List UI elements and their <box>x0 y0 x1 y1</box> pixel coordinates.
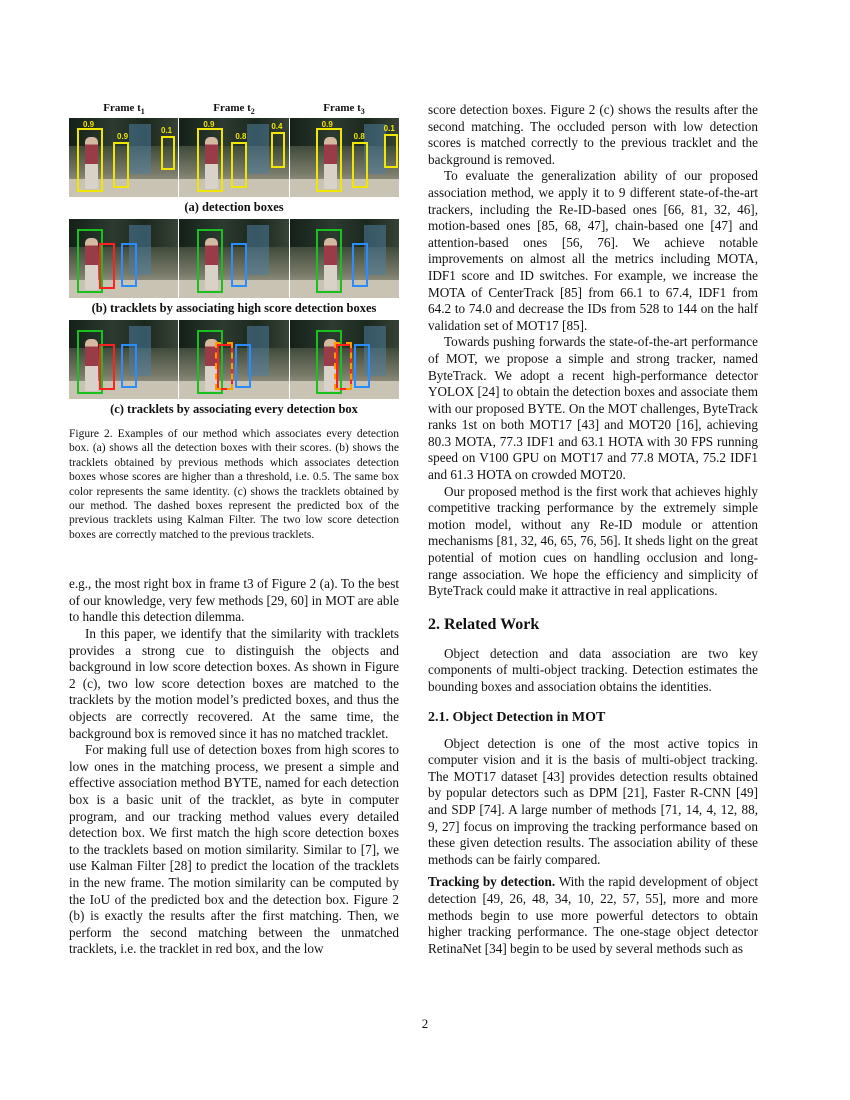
frame-label-t3: Frame $t_3$ <box>323 102 365 117</box>
paragraph-lead-tracking-by-detection: Tracking by detection. <box>428 874 556 890</box>
right-paragraph-1: score detection boxes. Figure 2 (c) shows the results after the second matching. The occluded person with low detection scores is matched correctly to the previous tracklet and the background is removed. <box>428 102 758 167</box>
score-label: 0.9 <box>83 120 95 129</box>
frame-a1-image <box>69 118 178 197</box>
right-paragraph-7-text: With the rapid development of object detection [49, 26, 48, 34, 10, 22, 57, 55], more and more methods begin to use more powerful detectors to obtain higher tracking performance. The one-stage object detector RetinaNet [34] begin to be used by several methods such as <box>428 874 759 956</box>
frame-a2-image <box>179 118 288 197</box>
right-paragraph-4: Our proposed method is the first work that achieves highly competitive tracking performance by the extremely simple motion model, without any Re-ID module or attention mechanisms [81, 32, 46, 65, 76, 56]. It sheds light on the great potential of motion cues on handling occlusion and long-range association. We hope the efficiency and simplicity of ByteTrack could make it attractive in real applications. <box>428 483 758 599</box>
page-number: 2 <box>421 1016 429 1031</box>
score-label: 0.9 <box>321 120 333 129</box>
subsection-heading-object-detection: 2.1. Object Detection in MOT <box>428 709 606 725</box>
frame-c2-image <box>179 320 288 399</box>
frame-label-t2: Frame $t_2$ <box>213 102 255 117</box>
row-tracklets-high-score <box>69 219 399 298</box>
frame-a3-image <box>290 118 399 197</box>
score-label: 0.9 <box>117 132 129 141</box>
frame-c3-image <box>290 320 399 399</box>
score-label: 0.4 <box>271 122 283 131</box>
subcaption-a: (a) detection boxes <box>184 200 284 214</box>
score-label: 0.1 <box>161 126 173 135</box>
section-heading-related-work: 2. Related Work <box>428 615 540 633</box>
left-column <box>69 102 399 958</box>
right-paragraph-6: Object detection is one of the most active topics in computer vision and it is the basis of multi-object tracking. The MOT17 dataset [43] provides detection results obtained by popular detectors such as DPM [21], Faster R-CNN [49] and SDP [74]. A large number of methods [71, 14, 4, 12, 88, 9, 27] focus on improving the tracking performance based on these given detection results. The association ability of these methods can be fairly compared. <box>428 735 758 867</box>
figure-2 <box>69 102 399 542</box>
score-label: 0.9 <box>203 120 215 129</box>
frame-c1-image <box>69 320 178 399</box>
subcaption-c: (c) tracklets by associating every detection box <box>110 402 358 416</box>
right-paragraph-5: Object detection and data association are two key components of multi-object tracking. Detection estimates the bounding boxes and association obtains the identities. <box>428 645 758 694</box>
row-tracklets-every-box <box>69 320 399 399</box>
right-column <box>428 102 758 957</box>
frame-b3-image <box>290 219 399 298</box>
frame-b2-image <box>179 219 288 298</box>
score-label: 0.8 <box>235 132 247 141</box>
score-label: 0.1 <box>383 124 395 133</box>
subcaption-b: (b) tracklets by associating high score detection boxes <box>91 301 377 315</box>
frame-labels <box>69 102 399 118</box>
left-paragraph-3: For making full use of detection boxes from high scores to low ones in the matching process, we present a simple and effective association method BYTE, named for each detection box is a basic unit of the tracklet, as byte in computer program, and our tracking method values every detailed detection box. We first match the high score detection boxes to the tracklets based on motion similarity. Similar to [7], we use Kalman Filter [28] to predict the location of the tracklets in the new frame. The motion similarity can be computed by the IoU of the predicted box and the detection box. Figure 2 (b) is exactly the results after the first matching. Then, we perform the second matching between the unmatched tracklets, i.e. the tracklet in red box, and the low <box>69 742 399 957</box>
right-paragraph-7 <box>428 874 758 957</box>
frame-b1-image <box>69 219 178 298</box>
right-paragraph-2: To evaluate the generalization ability of our proposed association method, we apply it to 9 different state-of-the-art trackers, including the Re-ID-based ones [66, 81, 32, 46], motion-based ones [85, 68, 47], chain-based one [47] and attention-based ones [56, 76]. We achieve notable improvements on almost all the metrics including MOTA, IDF1 score and ID switches. For example, we increase the MOTA of CenterTrack [85] from 66.1 to 67.4, IDF1 from 64.2 to 74.0 and decrease the IDs from 528 to 144 on the half validation set of MOT17 [85]. <box>428 168 758 333</box>
row-detection-boxes <box>69 118 399 197</box>
left-paragraph-2: In this paper, we identify that the similarity with tracklets provides a strong cue to distinguish the objects and background in low score detection boxes. As shown in Figure 2 (c), two low score detection boxes are matched to the tracklets by the motion model’s predicted boxes, and thus the objects are correctly recovered. At the same time, the background box is removed since it has no matched tracklet. <box>69 626 399 741</box>
right-paragraph-3: Towards pushing forwards the state-of-the-art performance of MOT, we propose a simple and strong tracker, named ByteTrack. We adopt a recent high-performance detector YOLOX [24] to obtain the detection boxes and associate them with our proposed BYTE. On the MOT challenges, ByteTrack ranks 1st on both MOT17 [43] and MOT20 [16], achieving 80.3 MOTA, 77.3 IDF1 and 63.1 HOTA with 30 FPS running speed on V100 GPU on MOT17 and 77.8 MOTA, 75.2 IDF1 and 61.3 HOTA on crowded MOT20. <box>428 334 758 483</box>
score-label: 0.8 <box>353 132 365 141</box>
frame-label-t1: Frame $t_1$ <box>103 102 145 117</box>
left-paragraph-1: e.g., the most right box in frame t3 of Figure 2 (a). To the best of our knowledge, very few methods [29, 60] in MOT are able to handle this detection dilemma. <box>69 576 399 625</box>
figure-caption: Figure 2. Examples of our method which associates every detection box. (a) shows all the detection boxes with their scores. (b) shows the tracklets obtained by previous methods which associates detection boxes whose scores are higher than a threshold, i.e. 0.5. The same box color represents the same identity. (c) shows the tracklets obtained by our method. The dashed boxes represent the predicted box of the previous tracklets using Kalman Filter. The two low score detection boxes are correctly matched to the previous tracklets. <box>69 428 399 541</box>
